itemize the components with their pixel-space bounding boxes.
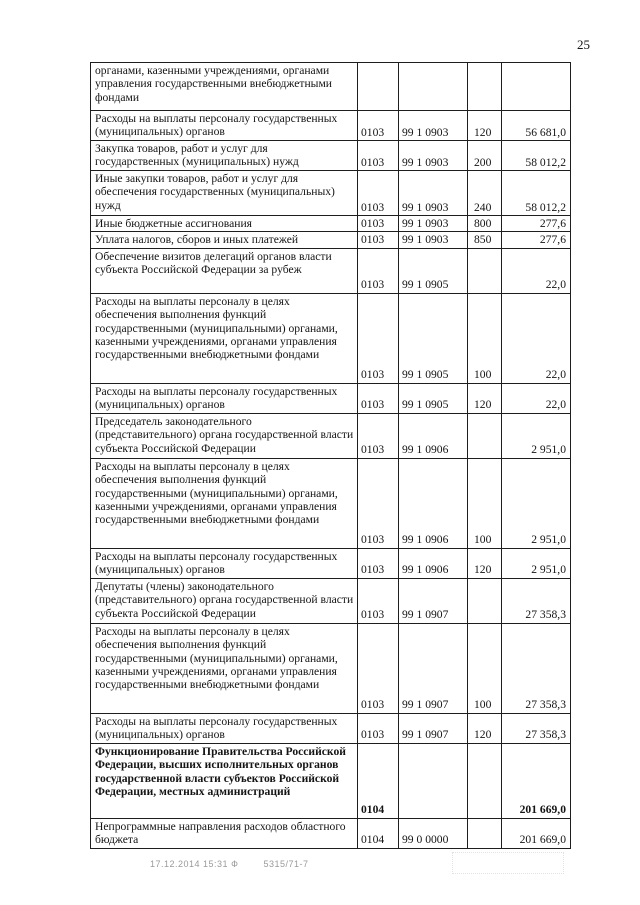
table-row xyxy=(91,216,571,232)
table-row xyxy=(91,141,571,171)
expense-type-code-cell xyxy=(468,743,502,818)
table-row xyxy=(91,413,571,458)
expense-type-code-cell: 120 xyxy=(468,713,502,743)
expense-type-code-cell: 240 xyxy=(468,171,502,216)
target-article-code-cell: 99 1 0906 xyxy=(399,413,468,458)
section-code-cell: 0103 xyxy=(358,578,399,623)
amount-cell: 58 012,2 xyxy=(502,171,571,216)
registration-stamp xyxy=(150,859,308,869)
section-code-cell: 0103 xyxy=(358,293,399,383)
section-code-cell: 0103 xyxy=(358,623,399,713)
section-code-cell: 0103 xyxy=(358,171,399,216)
section-code-cell: 0103 xyxy=(358,713,399,743)
target-article-code-cell: 99 0 0000 xyxy=(399,818,468,848)
expense-type-code-cell xyxy=(468,413,502,458)
target-article-code-cell: 99 1 0903 xyxy=(399,141,468,171)
expense-type-code-cell: 120 xyxy=(468,548,502,578)
target-article-code-cell: 99 1 0907 xyxy=(399,623,468,713)
table-row xyxy=(91,248,571,293)
row-name-cell: Расходы на выплаты персоналу в целях обеспечения выполнения функций государственными (муниципальными) органами, казенными учреждениями, органами управления государственными внебюджетными фондами xyxy=(91,293,358,383)
target-article-code-cell: 99 1 0905 xyxy=(399,293,468,383)
target-article-code-cell: 99 1 0903 xyxy=(399,111,468,141)
amount-cell: 27 358,3 xyxy=(502,578,571,623)
row-name-cell: Расходы на выплаты персоналу государственных (муниципальных) органов xyxy=(91,713,358,743)
section-code-cell: 0104 xyxy=(358,818,399,848)
table-row xyxy=(91,818,571,848)
expense-type-code-cell: 200 xyxy=(468,141,502,171)
amount-cell: 22,0 xyxy=(502,293,571,383)
table-row xyxy=(91,232,571,248)
section-code-cell: 0103 xyxy=(358,111,399,141)
expense-type-code-cell: 100 xyxy=(468,293,502,383)
table-row xyxy=(91,111,571,141)
row-name-cell: Обеспечение визитов делегаций органов власти субъекта Российской Федерации за рубеж xyxy=(91,248,358,293)
expense-type-code-cell xyxy=(468,248,502,293)
amount-cell: 201 669,0 xyxy=(502,743,571,818)
target-article-code-cell: 99 1 0905 xyxy=(399,383,468,413)
section-code-cell: 0103 xyxy=(358,216,399,232)
target-article-code-cell: 99 1 0903 xyxy=(399,216,468,232)
table-row xyxy=(91,63,571,111)
target-article-code-cell: 99 1 0907 xyxy=(399,578,468,623)
table-row xyxy=(91,293,571,383)
amount-cell: 22,0 xyxy=(502,248,571,293)
stamp-code: 5315/71-7 xyxy=(263,859,309,869)
stamp-date: 17.12.2014 15:31 Ф xyxy=(150,859,239,869)
section-code-cell: 0103 xyxy=(358,413,399,458)
section-code-cell: 0103 xyxy=(358,141,399,171)
amount-cell: 277,6 xyxy=(502,232,571,248)
expense-type-code-cell: 100 xyxy=(468,623,502,713)
target-article-code-cell: 99 1 0907 xyxy=(399,713,468,743)
expense-type-code-cell: 100 xyxy=(468,458,502,548)
expense-type-code-cell: 850 xyxy=(468,232,502,248)
section-code-cell: 0104 xyxy=(358,743,399,818)
expense-type-code-cell xyxy=(468,63,502,111)
row-name-cell: Уплата налогов, сборов и иных платежей xyxy=(91,232,358,248)
expense-type-code-cell: 800 xyxy=(468,216,502,232)
table-row xyxy=(91,623,571,713)
amount-cell: 22,0 xyxy=(502,383,571,413)
amount-cell xyxy=(502,63,571,111)
row-name-cell: Расходы на выплаты персоналу государственных (муниципальных) органов xyxy=(91,111,358,141)
faint-mark xyxy=(452,852,564,874)
table-row xyxy=(91,383,571,413)
row-name-cell: Расходы на выплаты персоналу государственных (муниципальных) органов xyxy=(91,383,358,413)
amount-cell: 27 358,3 xyxy=(502,713,571,743)
section-code-cell: 0103 xyxy=(358,458,399,548)
section-code-cell: 0103 xyxy=(358,248,399,293)
amount-cell: 277,6 xyxy=(502,216,571,232)
expense-type-code-cell xyxy=(468,818,502,848)
section-code-cell: 0103 xyxy=(358,548,399,578)
target-article-code-cell: 99 1 0903 xyxy=(399,232,468,248)
amount-cell: 27 358,3 xyxy=(502,623,571,713)
section-code-cell xyxy=(358,63,399,111)
amount-cell: 2 951,0 xyxy=(502,413,571,458)
page-number: 25 xyxy=(577,37,590,52)
budget-table-body xyxy=(91,63,571,849)
row-name-cell: Закупка товаров, работ и услуг для государственных (муниципальных) нужд xyxy=(91,141,358,171)
row-name-cell: Иные бюджетные ассигнования xyxy=(91,216,358,232)
section-code-cell: 0103 xyxy=(358,383,399,413)
row-name-cell: Расходы на выплаты персоналу в целях обеспечения выполнения функций государственными (муниципальными) органами, казенными учреждениями, органами управления государственными внебюджетными фондами xyxy=(91,623,358,713)
expense-type-code-cell: 120 xyxy=(468,383,502,413)
amount-cell: 201 669,0 xyxy=(502,818,571,848)
row-name-cell: Расходы на выплаты персоналу государственных (муниципальных) органов xyxy=(91,548,358,578)
target-article-code-cell: 99 1 0906 xyxy=(399,458,468,548)
table-row xyxy=(91,743,571,818)
section-code-cell: 0103 xyxy=(358,232,399,248)
amount-cell: 2 951,0 xyxy=(502,548,571,578)
table-row xyxy=(91,713,571,743)
amount-cell: 2 951,0 xyxy=(502,458,571,548)
row-name-cell: Расходы на выплаты персоналу в целях обеспечения выполнения функций государственными (муниципальными) органами, казенными учреждениями, органами управления государственными внебюджетными фондами xyxy=(91,458,358,548)
row-name-cell: органами, казенными учреждениями, органами управления государственными внебюджетными фондами xyxy=(91,63,358,111)
target-article-code-cell xyxy=(399,743,468,818)
table-row xyxy=(91,578,571,623)
table-row xyxy=(91,458,571,548)
target-article-code-cell: 99 1 0906 xyxy=(399,548,468,578)
expense-type-code-cell: 120 xyxy=(468,111,502,141)
row-name-cell: Функционирование Правительства Российской Федерации, высших исполнительных органов государственной власти субъектов Российской Федерации, местных администраций xyxy=(91,743,358,818)
row-name-cell: Иные закупки товаров, работ и услуг для обеспечения государственных (муниципальных) нужд xyxy=(91,171,358,216)
row-name-cell: Председатель законодательного (представительного) органа государственной власти субъекта Российской Федерации xyxy=(91,413,358,458)
amount-cell: 56 681,0 xyxy=(502,111,571,141)
row-name-cell: Депутаты (члены) законодательного (представительного) органа государственной власти субъекта Российской Федерации xyxy=(91,578,358,623)
row-name-cell: Непрограммные направления расходов областного бюджета xyxy=(91,818,358,848)
target-article-code-cell xyxy=(399,63,468,111)
target-article-code-cell: 99 1 0905 xyxy=(399,248,468,293)
expense-type-code-cell xyxy=(468,578,502,623)
table-row xyxy=(91,171,571,216)
amount-cell: 58 012,2 xyxy=(502,141,571,171)
budget-table xyxy=(90,62,571,849)
target-article-code-cell: 99 1 0903 xyxy=(399,171,468,216)
table-row xyxy=(91,548,571,578)
